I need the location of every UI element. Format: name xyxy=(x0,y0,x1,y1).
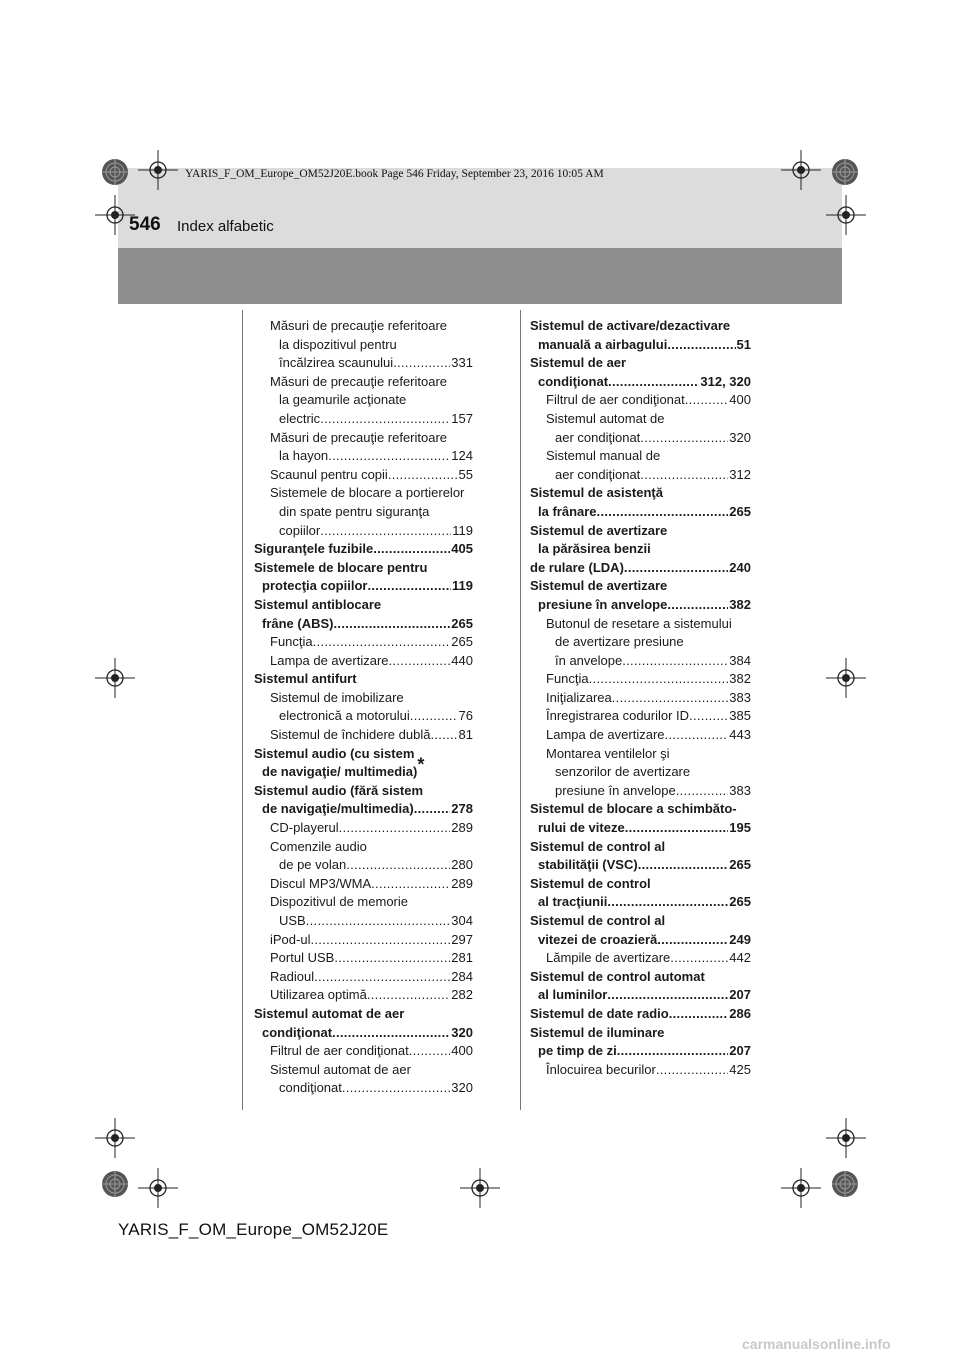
index-entry-line xyxy=(254,782,473,801)
page-reference: 119 xyxy=(452,522,473,538)
page-reference: 383 xyxy=(729,782,751,798)
dot-leader xyxy=(667,596,728,615)
index-column-left xyxy=(254,317,473,1098)
page-reference: 265 xyxy=(729,503,751,519)
index-entry-text: Funcţia xyxy=(546,671,589,687)
index-entry-text: Sistemul antiblocare xyxy=(254,596,382,612)
dot-leader xyxy=(332,1024,450,1043)
index-entry-line xyxy=(254,931,473,950)
dot-leader xyxy=(667,336,735,355)
index-entry-line xyxy=(254,1042,473,1061)
page-reference: 284 xyxy=(451,968,473,984)
page-reference: 289 xyxy=(451,820,473,836)
index-entry-line xyxy=(530,503,751,522)
dot-leader xyxy=(607,893,728,912)
corner-rosette-icon xyxy=(101,1170,129,1198)
dot-leader xyxy=(689,707,728,726)
dot-leader xyxy=(612,689,729,708)
index-entry-text: manuală a airbagului xyxy=(538,336,668,352)
index-entry-text: Sistemul automat de aer xyxy=(254,1005,405,1021)
index-entry-text: aer condiţionat xyxy=(555,429,641,445)
index-entry-line xyxy=(254,893,473,912)
dot-leader xyxy=(638,856,729,875)
index-entry-line xyxy=(530,559,751,578)
index-entry-line xyxy=(254,652,473,671)
index-entry-text: Măsuri de precauţie referitoare xyxy=(270,429,448,445)
index-entry-line xyxy=(530,949,751,968)
registration-mark-icon xyxy=(460,1168,500,1208)
index-entry-line xyxy=(530,838,751,857)
index-entry-text: Sistemul de activare/dezactivare xyxy=(530,318,731,333)
watermark-text: carmanualsonline.info xyxy=(742,1336,891,1352)
page-reference: 281 xyxy=(451,950,473,966)
index-entry-text: stabilităţii (VSC) xyxy=(538,857,638,873)
index-entry-text: rului de viteze xyxy=(538,820,625,836)
index-entry-text: Dispozitivul de memorie xyxy=(270,894,408,910)
page-reference: 278 xyxy=(451,801,473,817)
index-entry-text: Sistemul de aer xyxy=(530,355,627,371)
index-entry-line xyxy=(530,931,751,950)
index-entry-line xyxy=(530,912,751,931)
dot-leader xyxy=(334,615,451,634)
registration-mark-icon xyxy=(826,195,866,235)
dot-leader xyxy=(320,522,451,541)
index-entry-line xyxy=(254,968,473,987)
dot-leader xyxy=(625,819,729,838)
index-entry-line xyxy=(254,336,473,355)
index-entry-line xyxy=(530,875,751,894)
index-entry-line xyxy=(530,707,751,726)
page-reference: 280 xyxy=(451,857,473,873)
page-reference: 55 xyxy=(458,466,473,482)
page-reference: 320 xyxy=(451,1080,473,1096)
dot-leader xyxy=(607,986,728,1005)
index-entry-text: Radioul xyxy=(270,968,315,984)
page-reference: 382 xyxy=(729,596,751,612)
index-entry-line xyxy=(530,391,751,410)
index-entry-line xyxy=(530,484,751,503)
page-reference: 385 xyxy=(729,708,751,724)
index-entry-text: Lampa de avertizare xyxy=(270,652,389,668)
index-entry-line xyxy=(530,354,751,373)
index-entry-line xyxy=(254,726,473,745)
index-entry-text: Sistemul de blocare a schimbăto- xyxy=(530,801,737,817)
index-entry-text: pe timp de zi xyxy=(538,1043,617,1059)
page-reference: 312, 320 xyxy=(700,373,751,389)
page-reference: 124 xyxy=(451,448,473,464)
index-entry-line xyxy=(530,373,751,392)
corner-rosette-icon xyxy=(831,1170,859,1198)
index-entry-text: condiţionat xyxy=(538,373,609,389)
index-entry-line xyxy=(530,652,751,671)
index-entry-text: electric xyxy=(279,410,321,426)
index-entry-line xyxy=(254,391,473,410)
page-reference: 425 xyxy=(729,1061,751,1077)
dot-leader xyxy=(410,707,458,726)
dot-leader xyxy=(346,856,450,875)
index-entry-line xyxy=(254,429,473,448)
middle-column-rule xyxy=(520,310,521,1110)
index-entry-line xyxy=(530,466,751,485)
registration-mark-icon xyxy=(95,1118,135,1158)
index-entry-line xyxy=(254,596,473,615)
index-entry-text: Sistemul de avertizare xyxy=(530,522,668,538)
index-entry-line xyxy=(530,336,751,355)
index-entry-line xyxy=(530,726,751,745)
index-entry-line xyxy=(530,763,751,782)
page-reference: 249 xyxy=(729,931,751,947)
index-entry-line xyxy=(254,838,473,857)
page-reference: 443 xyxy=(729,727,751,743)
index-entry-text: Discul MP3/WMA xyxy=(270,875,372,891)
page-reference: 157 xyxy=(451,410,473,426)
index-entry-text: Măsuri de precauţie referitoare xyxy=(270,318,448,333)
page-reference: 289 xyxy=(451,875,473,891)
dot-leader xyxy=(669,1005,729,1024)
index-entry-line xyxy=(254,949,473,968)
dot-leader xyxy=(657,931,728,950)
index-entry-text: al luminilor xyxy=(538,987,608,1003)
index-entry-text: Sistemul de iluminare xyxy=(530,1024,665,1040)
index-entry-line xyxy=(530,1042,751,1061)
corner-rosette-icon xyxy=(831,158,859,186)
index-entry-text: Sistemul automat de aer xyxy=(270,1061,411,1077)
index-entry-text: Sistemele de blocare a portierelor xyxy=(270,485,465,501)
index-entry-text: încălzirea scaunului xyxy=(279,355,394,371)
index-entry-text: Sistemul automat de xyxy=(546,410,665,426)
dot-leader xyxy=(624,559,728,578)
dot-leader xyxy=(622,652,728,671)
index-entry-text: Sistemul audio (fără sistem xyxy=(254,782,424,798)
page-reference: 286 xyxy=(729,1005,751,1021)
index-entry-text: CD-playerul xyxy=(270,820,339,836)
index-entry-text: presiune în anvelope xyxy=(555,782,676,798)
dot-leader xyxy=(342,1079,450,1098)
index-entry-line xyxy=(530,819,751,838)
index-entry-text: Sistemele de blocare pentru xyxy=(254,559,428,575)
dot-leader xyxy=(685,391,729,410)
page-reference: 400 xyxy=(451,1043,473,1059)
index-entry-text: Utilizarea optimă xyxy=(270,987,367,1003)
index-entry-line xyxy=(530,856,751,875)
index-entry-text: la hayon xyxy=(279,448,329,464)
index-entry-line xyxy=(530,317,751,336)
header-band-light xyxy=(118,168,842,248)
registration-mark-icon xyxy=(95,658,135,698)
dot-leader xyxy=(393,354,450,373)
index-entry-line xyxy=(530,1061,751,1080)
dot-leader xyxy=(367,577,451,596)
dot-leader xyxy=(310,931,450,950)
page-reference: 383 xyxy=(729,689,751,705)
index-entry-line xyxy=(254,317,473,336)
page-reference: 265 xyxy=(451,615,473,631)
index-entry-text: Sistemul de control automat xyxy=(530,968,705,984)
index-entry-text: Sistemul de control xyxy=(530,875,651,891)
section-title: Index alfabetic xyxy=(177,218,274,235)
index-entry-text: condiţionat xyxy=(262,1024,333,1040)
index-entry-text: Scaunul pentru copii xyxy=(270,466,388,482)
page-reference: 265 xyxy=(451,634,473,650)
page-reference: 265 xyxy=(729,894,751,910)
index-entry-text: Sistemul manual de xyxy=(546,448,661,464)
index-entry-text: protecţia copiilor xyxy=(262,578,368,594)
index-entry-line xyxy=(254,689,473,708)
corner-rosette-icon xyxy=(101,158,129,186)
page-reference: 207 xyxy=(729,1043,751,1059)
index-entry-line xyxy=(254,503,473,522)
index-entry-text: la geamurile acţionate xyxy=(279,392,407,408)
index-entry-text: Sistemul de imobilizare xyxy=(270,689,404,705)
footer-document-code: YARIS_F_OM_Europe_OM52J20E xyxy=(118,1220,389,1239)
page-reference: 207 xyxy=(729,987,751,1003)
page-reference: 304 xyxy=(451,913,473,928)
dot-leader xyxy=(371,875,450,894)
page-reference: 405 xyxy=(451,541,473,557)
page-reference: 320 xyxy=(729,429,751,445)
index-entry-line xyxy=(254,1005,473,1024)
page-reference: 81 xyxy=(458,727,473,743)
page-reference: 297 xyxy=(451,931,473,947)
index-entry-text: electronică a motorului xyxy=(279,708,410,724)
dot-leader xyxy=(597,503,729,522)
dot-leader xyxy=(589,670,729,689)
index-entry-text: de navigaţie/ multimedia)* xyxy=(262,754,425,780)
index-entry-text: la frânare xyxy=(538,503,597,519)
page-reference: 320 xyxy=(451,1024,473,1040)
index-entry-line xyxy=(254,1079,473,1098)
header-band-dark xyxy=(118,248,842,304)
index-entry-line xyxy=(530,615,751,634)
dot-leader xyxy=(608,373,699,392)
dot-leader xyxy=(676,782,729,801)
registration-mark-icon xyxy=(138,150,178,190)
index-entry-line xyxy=(254,1061,473,1080)
index-entry-text: Sistemul de control al xyxy=(530,838,666,854)
index-entry-line xyxy=(254,559,473,578)
dot-leader xyxy=(640,466,728,485)
index-entry-line xyxy=(254,447,473,466)
dot-leader xyxy=(314,968,450,987)
index-entry-line xyxy=(254,466,473,485)
index-entry-line xyxy=(254,1024,473,1043)
dot-leader xyxy=(306,912,451,931)
index-entry-text: Butonul de resetare a sistemului xyxy=(546,615,732,631)
page-reference: 265 xyxy=(729,857,751,873)
index-entry-line xyxy=(530,689,751,708)
dot-leader xyxy=(414,800,451,819)
index-entry-text: Siguranţele fuzibile xyxy=(254,541,374,557)
registration-mark-icon xyxy=(781,1168,821,1208)
page-reference: 400 xyxy=(729,392,751,408)
index-entry-text: Filtrul de aer condiţionat xyxy=(546,392,685,408)
index-entry-text: frâne (ABS) xyxy=(262,615,334,631)
index-entry-line xyxy=(530,782,751,801)
registration-mark-icon xyxy=(138,1168,178,1208)
index-entry-line xyxy=(530,800,751,819)
index-entry-text: Măsuri de precauţie referitoare xyxy=(270,373,448,389)
index-entry-text: vitezei de croazieră xyxy=(538,931,658,947)
registration-mark-icon xyxy=(95,195,135,235)
index-entry-text: la părăsirea benzii xyxy=(538,541,651,557)
index-entry-text: senzorilor de avertizare xyxy=(555,764,691,780)
dot-leader xyxy=(334,949,450,968)
index-column-right xyxy=(530,317,751,1079)
dot-leader xyxy=(339,819,451,838)
index-entry-line xyxy=(530,986,751,1005)
page-reference: 195 xyxy=(729,820,751,836)
index-entry-line xyxy=(530,670,751,689)
index-entry-text: Sistemul antifurt xyxy=(254,671,357,687)
index-entry-text: Înregistrarea codurilor ID xyxy=(546,708,690,724)
index-entry-line xyxy=(530,429,751,448)
index-entry-line xyxy=(254,615,473,634)
index-entry-line xyxy=(254,819,473,838)
dot-leader xyxy=(409,1042,451,1061)
left-column-rule xyxy=(242,310,243,1110)
dot-leader xyxy=(617,1042,729,1061)
dot-leader xyxy=(670,949,728,968)
page-reference: 282 xyxy=(451,987,473,1003)
index-entry-text: USB xyxy=(279,913,306,928)
index-entry-line xyxy=(254,633,473,652)
dot-leader xyxy=(320,410,450,429)
index-entry-text: Sistemul de asistenţă xyxy=(530,485,663,501)
index-entry-text: la dispozitivul pentru xyxy=(279,336,397,352)
index-entry-text: Sistemul de avertizare xyxy=(530,578,668,594)
index-entry-line xyxy=(254,577,473,596)
index-entry-line xyxy=(530,1024,751,1043)
index-entry-line xyxy=(530,1005,751,1024)
index-entry-line xyxy=(530,893,751,912)
page-number: 546 xyxy=(129,214,161,235)
registration-mark-icon xyxy=(826,1118,866,1158)
index-entry-line xyxy=(254,373,473,392)
index-entry-text: Filtrul de aer condiţionat xyxy=(270,1043,409,1059)
page-reference: 119 xyxy=(452,578,473,594)
dot-leader xyxy=(640,429,728,448)
index-entry-line xyxy=(530,577,751,596)
index-entry-text: Funcţia xyxy=(270,634,313,650)
index-entry-line xyxy=(254,875,473,894)
index-entry-text: Sistemul de închidere dublă xyxy=(270,727,431,743)
index-entry-line xyxy=(530,596,751,615)
index-entry-text: aer condiţionat xyxy=(555,466,641,482)
index-entry-line xyxy=(530,745,751,764)
index-entry-text: de pe volan xyxy=(279,857,347,873)
index-entry-line xyxy=(254,670,473,689)
index-entry-line xyxy=(254,912,473,931)
index-entry-line xyxy=(254,986,473,1005)
page-reference: 76 xyxy=(458,708,473,724)
index-entry-line xyxy=(530,540,751,559)
index-entry-text: presiune în anvelope xyxy=(538,596,668,612)
registration-mark-icon xyxy=(826,658,866,698)
index-entry-line xyxy=(530,968,751,987)
index-entry-text: iPod-ul xyxy=(270,931,311,947)
index-entry-text: al tracţiunii xyxy=(538,894,608,910)
dot-leader xyxy=(328,447,450,466)
index-entry-text: Montarea ventilelor şi xyxy=(546,745,670,761)
index-entry-text: condiţionat xyxy=(279,1080,342,1096)
index-entry-text: în anvelope xyxy=(555,652,623,668)
index-entry-text: Iniţializarea xyxy=(546,689,612,705)
page-reference: 382 xyxy=(729,671,751,687)
index-entry-text: Înlocuirea becurilor xyxy=(546,1061,656,1077)
index-entry-text: Lampa de avertizare xyxy=(546,727,665,743)
dot-leader xyxy=(388,466,458,485)
index-entry-text: de navigaţie/multimedia) xyxy=(262,801,414,817)
index-entry-text: Lămpile de avertizare xyxy=(546,950,671,966)
registration-mark-icon xyxy=(781,150,821,190)
index-entry-line xyxy=(254,540,473,559)
page-reference: 440 xyxy=(451,652,473,668)
index-entry-text: Portul USB xyxy=(270,950,335,966)
dot-leader xyxy=(665,726,729,745)
dot-leader xyxy=(313,633,451,652)
index-entry-text: de avertizare presiune xyxy=(555,634,684,650)
index-entry-line xyxy=(254,707,473,726)
index-entry-line xyxy=(530,410,751,429)
index-entry-line xyxy=(254,410,473,429)
dot-leader xyxy=(656,1061,728,1080)
dot-leader xyxy=(373,540,450,559)
index-entry-line xyxy=(530,522,751,541)
index-entry-text: din spate pentru siguranţa xyxy=(279,503,430,519)
page-reference: 240 xyxy=(729,559,751,575)
index-entry-text: de rulare (LDA) xyxy=(530,559,624,575)
index-entry-text: copiilor xyxy=(279,522,321,538)
index-entry-line xyxy=(254,522,473,541)
index-entry-line xyxy=(530,633,751,652)
index-entry-text: Sistemul audio (cu sistem xyxy=(254,745,415,761)
page-reference: 442 xyxy=(729,950,751,966)
page-reference: 312 xyxy=(729,466,751,482)
index-entry-line xyxy=(254,354,473,373)
index-entry-line xyxy=(530,447,751,466)
index-entry-line xyxy=(254,856,473,875)
dot-leader xyxy=(389,652,451,671)
page-reference: 384 xyxy=(729,652,751,668)
index-entry-text: Sistemul de control al xyxy=(530,913,666,928)
book-info-line: YARIS_F_OM_Europe_OM52J20E.book Page 546 Friday, September 23, 2016 10:05 AM xyxy=(185,168,604,180)
index-entry-line xyxy=(254,484,473,503)
index-entry-text: Comenzile audio xyxy=(270,838,367,854)
index-entry-line xyxy=(254,754,473,782)
dot-leader xyxy=(430,726,457,745)
index-entry-text: Sistemul de date radio xyxy=(530,1005,669,1021)
page-reference: 51 xyxy=(736,336,751,352)
dot-leader xyxy=(367,986,450,1005)
index-entry-line xyxy=(254,745,473,764)
page-reference: 331 xyxy=(451,355,473,371)
index-entry-line xyxy=(254,800,473,819)
